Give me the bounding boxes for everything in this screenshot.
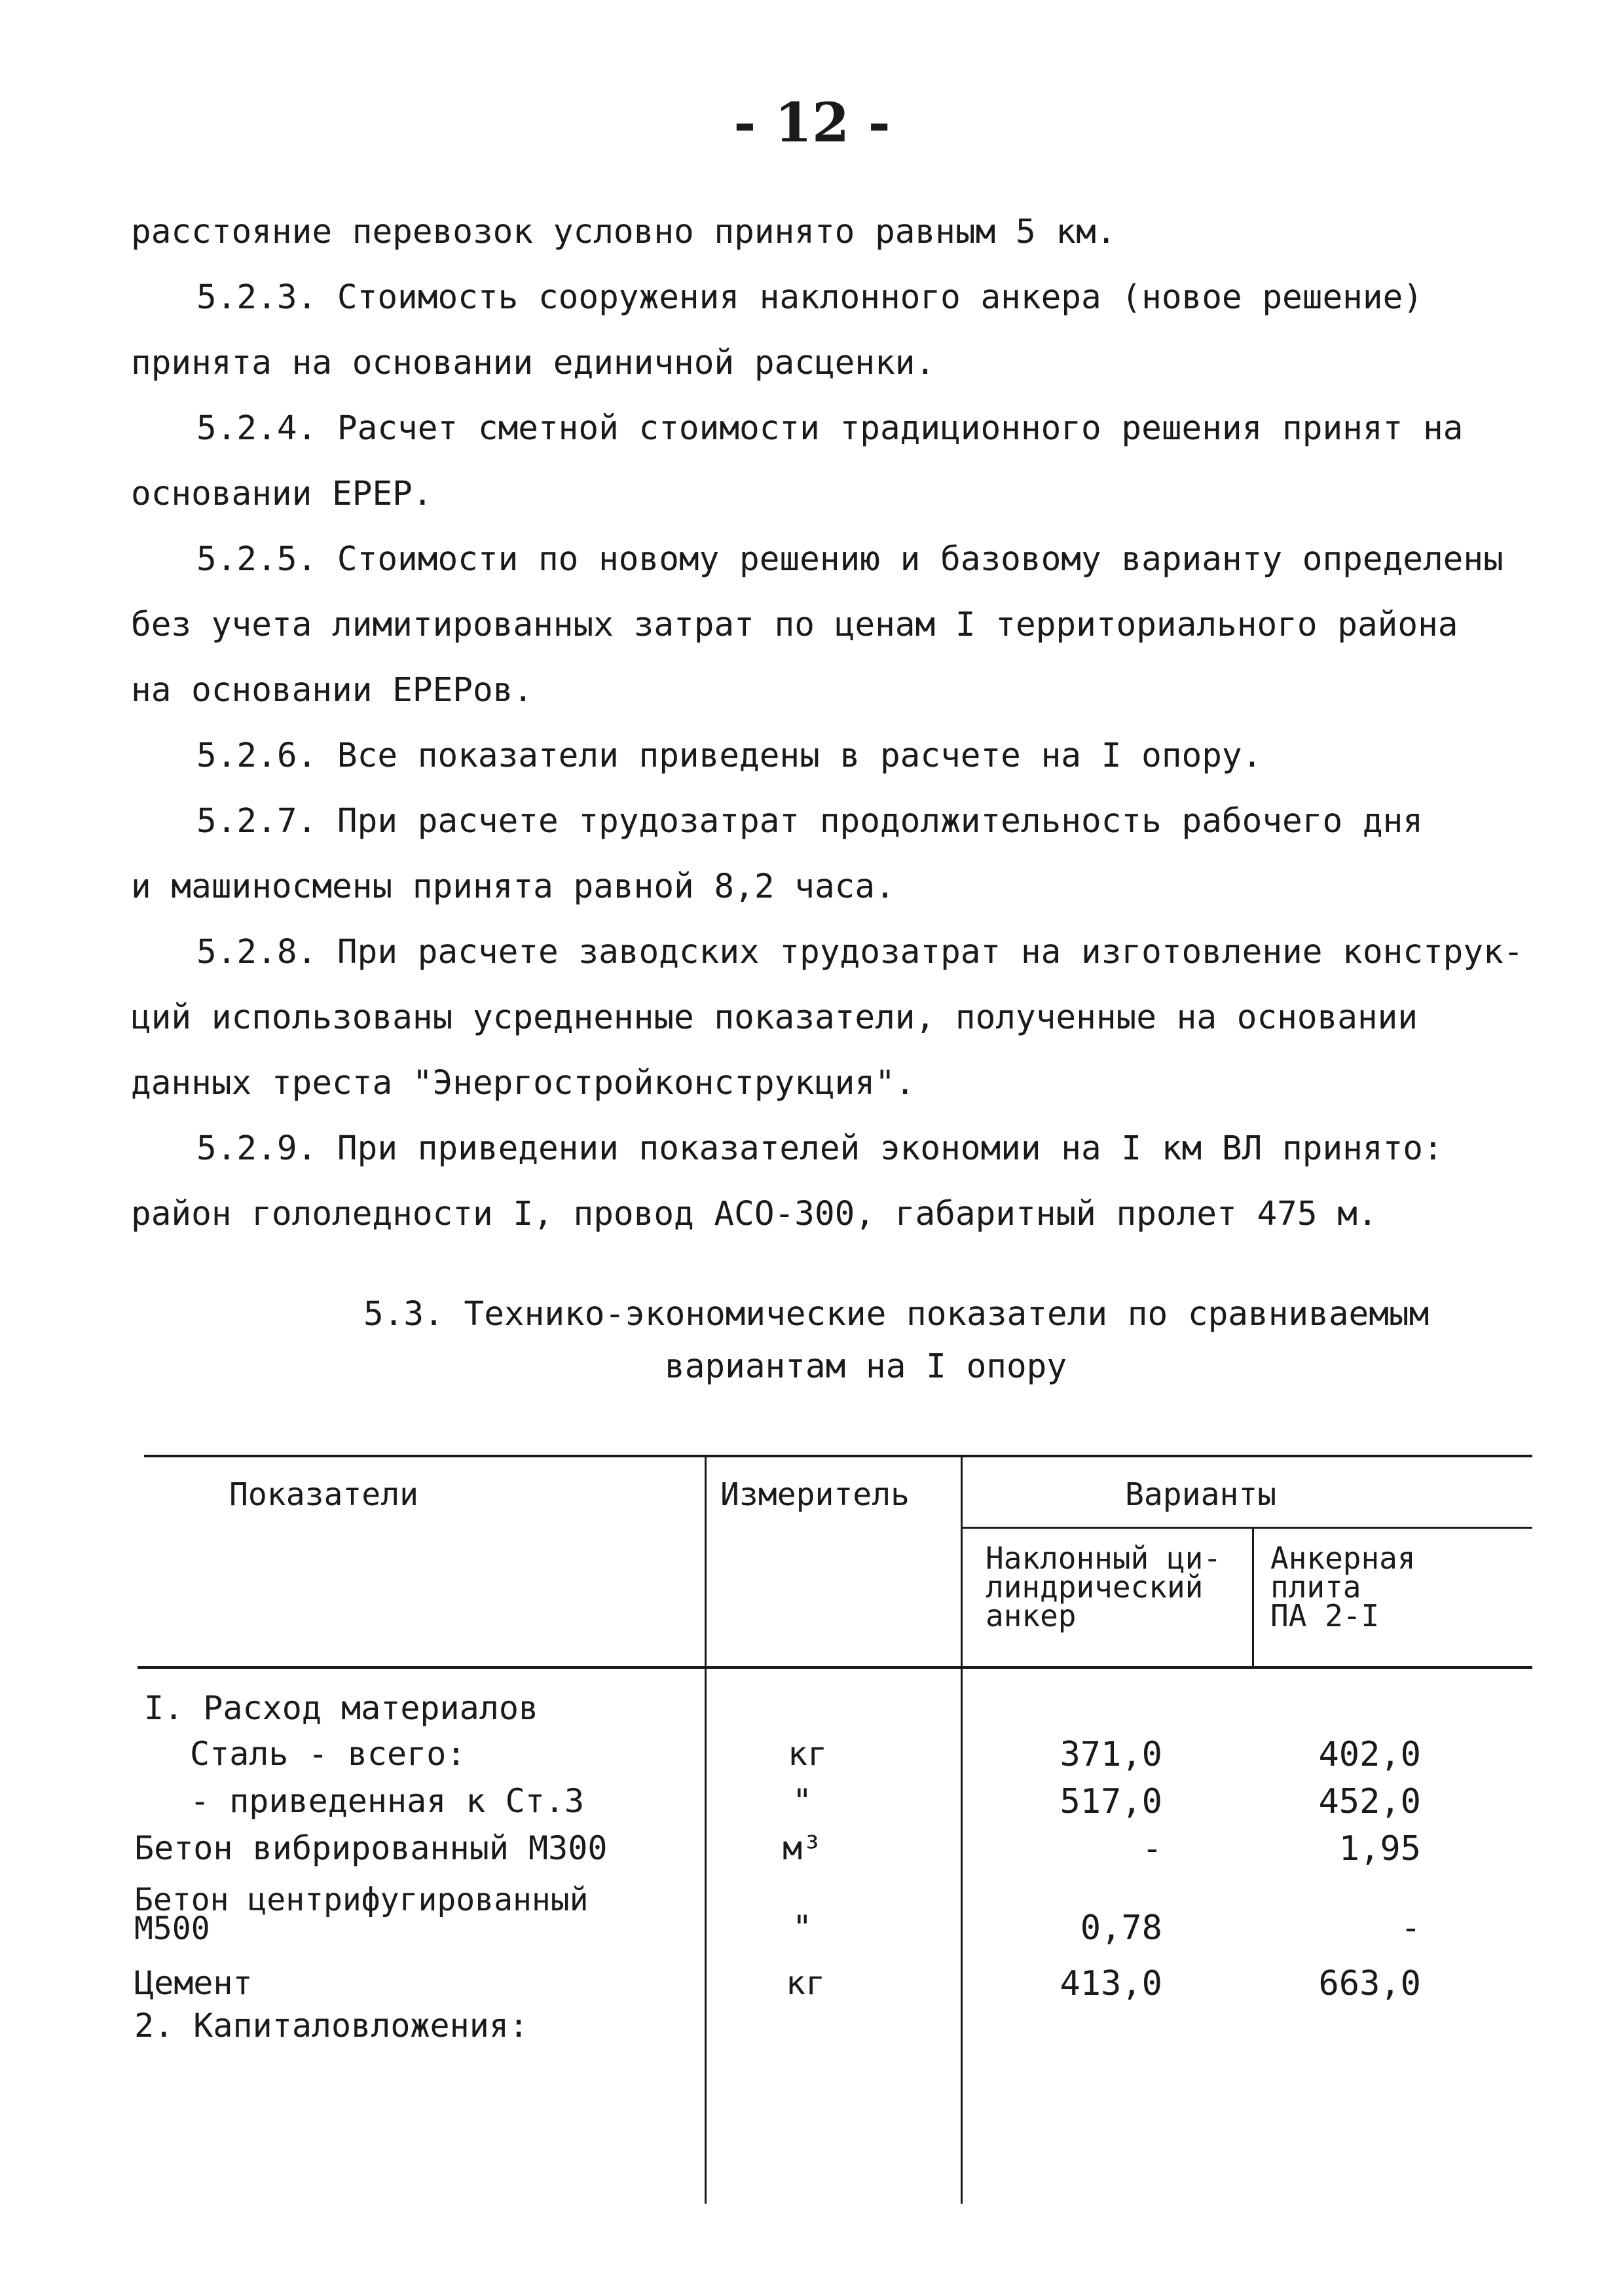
header-indicators: Показатели — [229, 1476, 418, 1513]
paragraph-line: на основании ЕРЕРов. — [131, 671, 534, 710]
table-row-label: - приведенная к Ст.3 — [190, 1782, 585, 1820]
column-divider — [1252, 1528, 1254, 1669]
header-variant-1: Наклонный ци- линдрический анкер — [986, 1540, 1222, 1633]
paragraph-5-2-3: 5.2.3. Стоимость сооружения наклонного анкера (новое решение) — [196, 278, 1423, 317]
table-row-v1: - — [1141, 1829, 1162, 1868]
paragraph-line: данных треста "Энергостройконструкция". — [131, 1064, 915, 1102]
paragraph-5-2-6: 5.2.6. Все показатели приведены в расчете на I опору. — [196, 737, 1263, 775]
paragraph-line: принята на основании единичной расценки. — [131, 344, 936, 382]
table-row-v2: 452,0 — [1318, 1782, 1421, 1821]
table-row-unit: кг — [786, 1964, 826, 2002]
variants-rule — [963, 1527, 1532, 1529]
table-row-v1: 413,0 — [1060, 1964, 1162, 2003]
table-row-label: I. Расход материалов — [144, 1689, 539, 1727]
table-row-v1: 371,0 — [1060, 1735, 1162, 1774]
paragraph-5-2-5: 5.2.5. Стоимости по новому решению и базовому варианту определены — [196, 540, 1504, 579]
paragraph-line: район гололедности I, провод АСО-300, габаритный пролет 475 м. — [131, 1195, 1378, 1233]
header-unit: Измеритель — [720, 1476, 910, 1513]
paragraph-5-2-7: 5.2.7. При расчете трудозатрат продолжительность рабочего дня — [196, 802, 1423, 841]
column-divider — [961, 1457, 963, 2204]
column-divider — [705, 1457, 707, 2204]
paragraph-line: основании ЕРЕР. — [131, 475, 433, 513]
table-row-unit: м³ — [783, 1829, 822, 1867]
table-row-v2: 1,95 — [1338, 1829, 1421, 1868]
paragraph-line: ций использованы усредненные показатели, полученные на основании — [131, 998, 1418, 1037]
page-number: - 12 - — [733, 92, 891, 155]
table-top-rule — [144, 1455, 1532, 1457]
table-row-unit: " — [792, 1908, 813, 1946]
header-variants: Варианты — [1125, 1476, 1277, 1513]
table-row-v1: 517,0 — [1060, 1782, 1162, 1821]
paragraph-5-2-8: 5.2.8. При расчете заводских трудозатрат на изготовление конструк- — [196, 933, 1524, 972]
table-row-v2: - — [1400, 1908, 1421, 1948]
table-row-label: Бетон центрифугированный М500 — [134, 1882, 589, 1947]
table-row-v2: 402,0 — [1318, 1735, 1421, 1774]
table-row-unit: " — [792, 1782, 813, 1820]
table-row-v2: 663,0 — [1318, 1964, 1421, 2003]
section-title: 5.3. Технико-экономические показатели по сравниваемым — [363, 1295, 1430, 1334]
section-title-cont: вариантам на I опору — [665, 1347, 1067, 1386]
header-bottom-rule — [138, 1666, 1532, 1669]
table-row-label: Бетон вибрированный М300 — [134, 1829, 608, 1867]
paragraph-5-2-4: 5.2.4. Расчет сметной стоимости традиционного решения принят на — [196, 409, 1464, 448]
paragraph-line: без учета лимитированных затрат по ценам I территориального района — [131, 606, 1458, 644]
table-row-v1: 0,78 — [1080, 1908, 1162, 1948]
paragraph-5-2-9: 5.2.9. При приведении показателей экономии на I км ВЛ принято: — [196, 1129, 1443, 1168]
paragraph-line: и машиносмены принята равной 8,2 часа. — [131, 867, 895, 906]
header-variant-2: Анкерная плита ПА 2-I — [1270, 1540, 1416, 1633]
table-row-unit: кг — [788, 1735, 828, 1773]
table-row-label: Сталь - всего: — [190, 1735, 466, 1773]
table-row-label: Цемент — [134, 1964, 253, 2002]
table-row-label: 2. Капиталовложения: — [134, 2007, 529, 2045]
paragraph-line: расстояние перевозок условно принято равным 5 км. — [131, 213, 1116, 251]
